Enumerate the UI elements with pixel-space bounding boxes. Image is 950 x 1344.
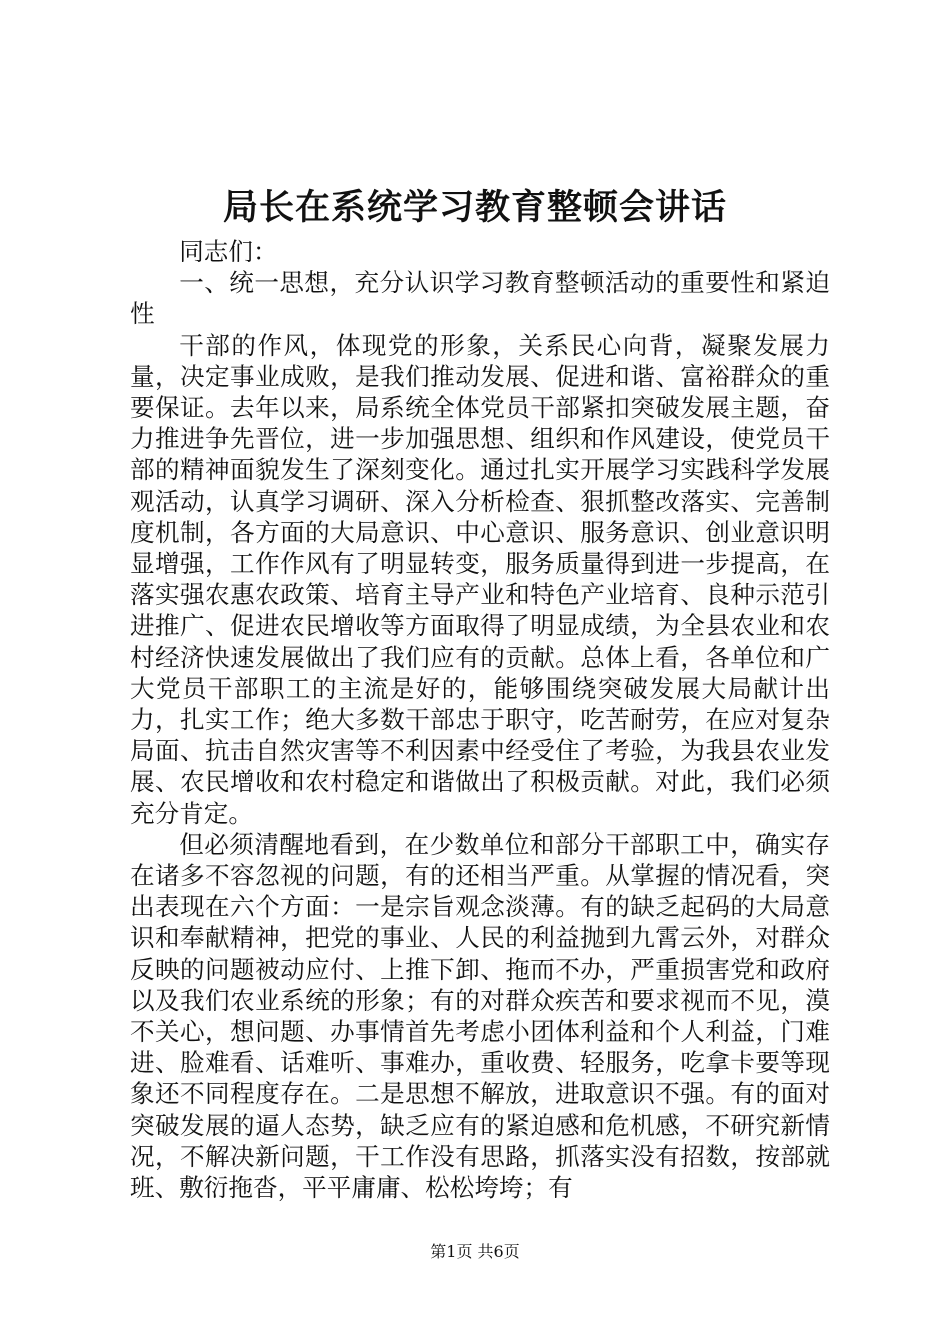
paragraph: 干部的作风，体现党的形象，关系民心向背，凝聚发展力量，决定事业成败，是我们推动发展、促进和谐、富裕群众的重要保证。去年以来，局系统全体党员干部紧扣突破发展主题，奋力推进争先晋位，进一步加强思想、组织和作风建设，使党员干部的精神面貌发生了深刻变化。通过扎实开展学习实践科学发展观活动，认真学习调研、深入分析检查、狠抓整改落实、完善制度机制，各方面的大局意识、中心意识、服务意识、创业意识明显增强，工作作风有了明显转变，服务质量得到进一步提高，在落实强农惠农政策、培育主导产业和特色产业培育、良种示范引进推广、促进农民增收等方面取得了明显成绩，为全县农业和农村经济快速发展做出了我们应有的贡献。总体上看，各单位和广大党员干部职工的主流是好的，能够围绕突破发展大局献计出力，扎实工作；绝大多数干部忠于职守，吃苦耐劳，在应对复杂局面、抗击自然灾害等不利因素中经受住了考验，为我县农业发展、农民增收和农村稳定和谐做出了积极贡献。对此，我们必须充分肯定。 [130, 330, 830, 828]
salutation: 同志们： [179, 237, 278, 266]
section-heading: 一、统一思想，充分认识学习教育整顿活动的重要性和紧迫性 [130, 268, 830, 329]
paragraph: 但必须清醒地看到，在少数单位和部分干部职工中，确实存在诸多不容忽视的问题，有的还相当严重。从掌握的情况看，突出表现在六个方面：一是宗旨观念淡薄。有的缺乏起码的大局意识和奉献精神，把党的事业、人民的利益抛到九霄云外，对群众反映的问题被动应付、上推下卸、拖而不办，严重损害党和政府以及我们农业系统的形象；有的对群众疾苦和要求视而不见，漠不关心，想问题、办事情首先考虑小团体利益和个人利益，门难进、脸难看、话难听、事难办，重收费、轻服务，吃拿卡要等现象还不同程度存在。二是思想不解放，进取意识不强。有的面对突破发展的逼人态势，缺乏应有的紧迫感和危机感，不研究新情况，不解决新问题，干工作没有思路，抓落实没有招数，按部就班、敷衍拖沓，平平庸庸、松松垮垮；有 [130, 829, 830, 1203]
document-body [130, 236, 830, 1203]
document-title: 局长在系统学习教育整顿会讲话 [222, 187, 727, 228]
page-number: 第1页 共6页 [430, 1242, 520, 1261]
